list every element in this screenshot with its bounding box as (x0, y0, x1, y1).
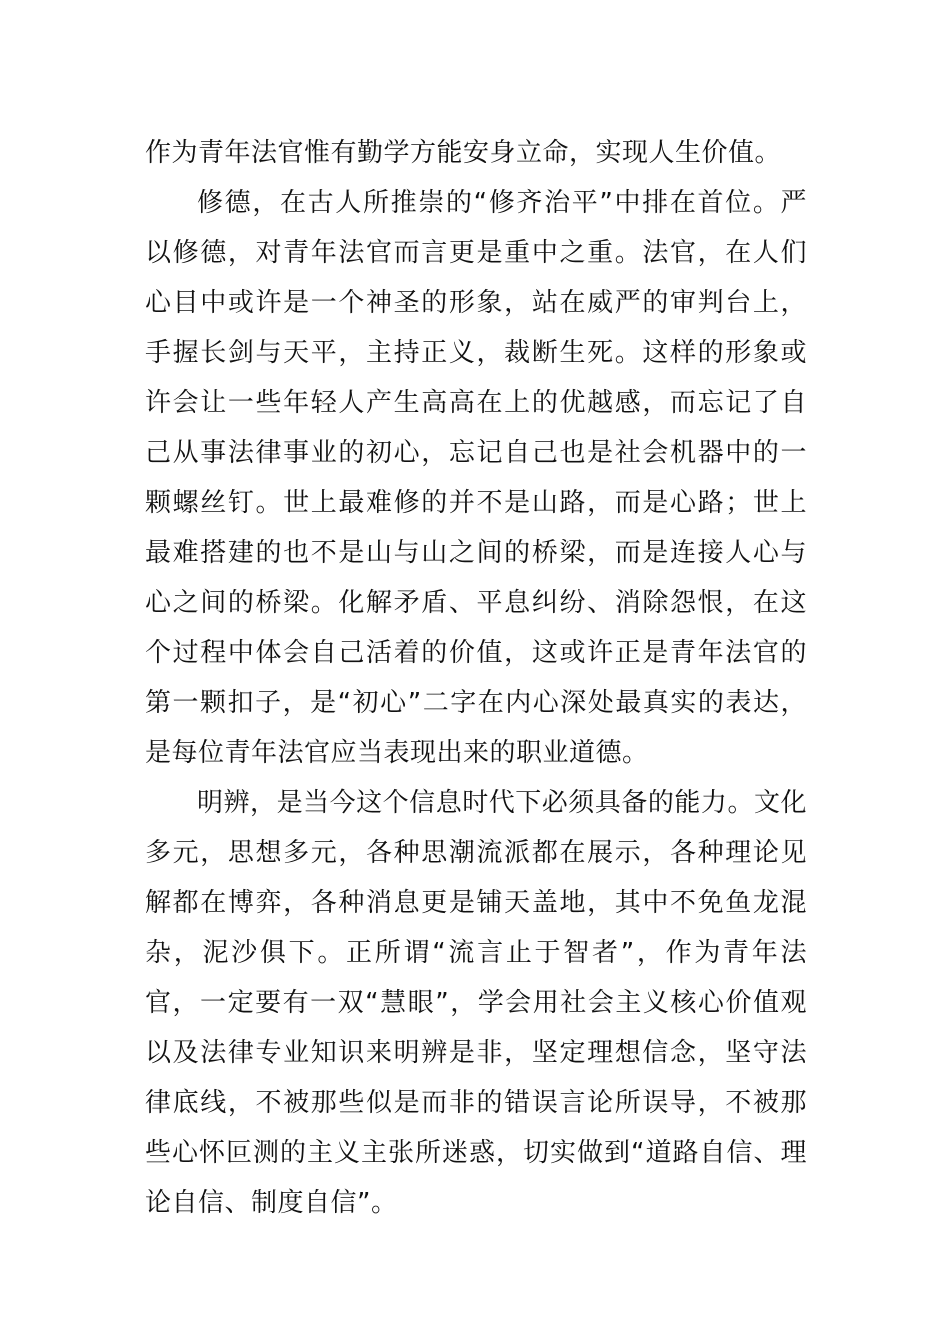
document-body (145, 128, 807, 1228)
paragraph-continuation: 作为青年法官惟有勤学方能安身立命，实现人生价值。 (145, 138, 782, 168)
paragraph-self-cultivation: 修德，在古人所推崇的“修齐治平”中排在首位。严以修德，对青年法官而言更是重中之重。法官，在人们心目中或许是一个神圣的形象，站在威严的审判台上，手握长剑与天平，主持正义，裁断生死。这样的形象或许会让一些年轻人产生高高在上的优越感，而忘记了自己从事法律事业的初心，忘记自己也是社会机器中的一颗螺丝钉。世上最难修的并不是山路，而是心路；世上最难搭建的也不是山与山之间的桥梁，而是连接人心与心之间的桥梁。化解矛盾、平息纠纷、消除怨恨，在这个过程中体会自己活着的价值，这或许正是青年法官的第一颗扣子，是“初心”二字在内心深处最真实的表达，是每位青年法官应当表现出来的职业道德。 (145, 188, 807, 768)
paragraph-discernment: 明辨，是当今这个信息时代下必须具备的能力。文化多元，思想多元，各种思潮流派都在展示，各种理论见解都在博弈，各种消息更是铺天盖地，其中不免鱼龙混杂，泥沙俱下。正所谓“流言止于智者”，作为青年法官，一定要有一双“慧眼”，学会用社会主义核心价值观以及法律专业知识来明辨是非，坚定理想信念，坚守法律底线，不被那些似是而非的错误言论所误导，不被那些心怀叵测的主义主张所迷惑，切实做到“道路自信、理论自信、制度自信”。 (145, 788, 807, 1218)
